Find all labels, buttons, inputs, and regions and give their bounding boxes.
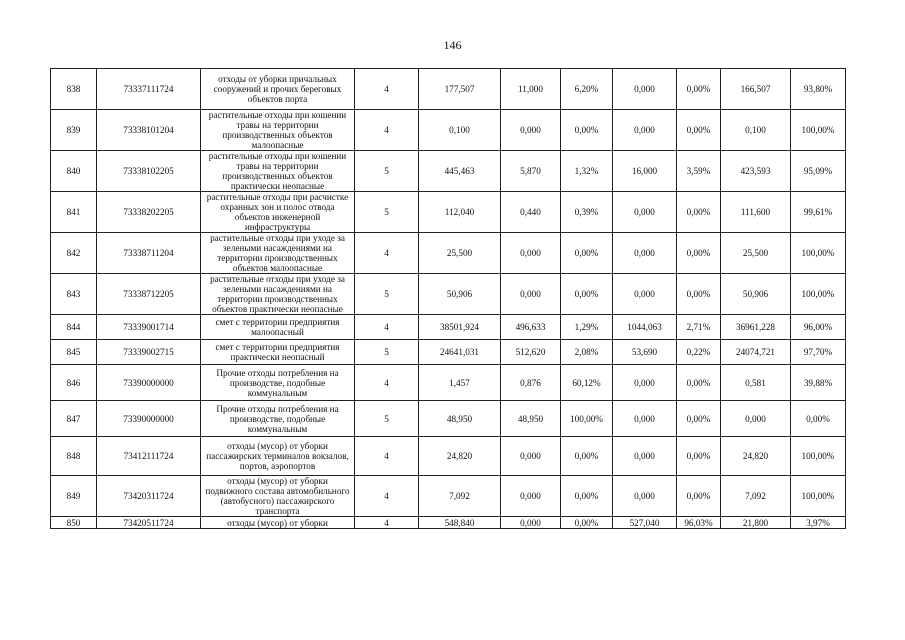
- hazard-class: 4: [355, 365, 419, 401]
- table-row: [51, 476, 846, 517]
- waste-code: 73420311724: [97, 476, 201, 517]
- percent-col-4: 100,00%: [791, 476, 846, 517]
- amount-col-2: 48,950: [501, 401, 561, 437]
- percent-col-4: 3,97%: [791, 517, 846, 529]
- amount-col-2: 0,000: [501, 517, 561, 529]
- percent-col-2: 100,00%: [561, 401, 613, 437]
- total-amount: 38501,924: [419, 315, 501, 340]
- waste-code: 73337111724: [97, 69, 201, 110]
- waste-code: 73390000000: [97, 365, 201, 401]
- percent-col-3: 0,00%: [677, 233, 721, 274]
- amount-col-4: 166,507: [721, 69, 791, 110]
- waste-description: растительные отходы при уходе за зелеными насаждениями на территории производственных объектов малоопасные: [201, 233, 355, 274]
- amount-col-4: 7,092: [721, 476, 791, 517]
- hazard-class: 4: [355, 315, 419, 340]
- table-row: [51, 233, 846, 274]
- amount-col-3: 0,000: [613, 274, 677, 315]
- hazard-class: 4: [355, 437, 419, 476]
- total-amount: 0,100: [419, 110, 501, 151]
- amount-col-3: 0,000: [613, 437, 677, 476]
- total-amount: 48,950: [419, 401, 501, 437]
- table-row: [51, 274, 846, 315]
- hazard-class: 4: [355, 517, 419, 529]
- percent-col-4: 100,00%: [791, 233, 846, 274]
- waste-description: отходы от уборки причальных сооружений и прочих береговых объектов порта: [201, 69, 355, 110]
- amount-col-2: 0,000: [501, 437, 561, 476]
- waste-description: растительные отходы при расчистке охранных зон и полос отвода объектов инженерной инфраструктуры: [201, 192, 355, 233]
- amount-col-4: 423,593: [721, 151, 791, 192]
- table-row: [51, 517, 846, 529]
- percent-col-4: 96,00%: [791, 315, 846, 340]
- amount-col-4: 24074,721: [721, 340, 791, 365]
- row-number: 841: [51, 192, 97, 233]
- table-body: [51, 69, 846, 529]
- waste-description: отходы (мусор) от уборки: [201, 517, 355, 529]
- percent-col-2: 0,00%: [561, 517, 613, 529]
- waste-code: 73338202205: [97, 192, 201, 233]
- table-row: [51, 192, 846, 233]
- hazard-class: 5: [355, 192, 419, 233]
- total-amount: 24641,031: [419, 340, 501, 365]
- total-amount: 1,457: [419, 365, 501, 401]
- row-number: 850: [51, 517, 97, 529]
- percent-col-3: 0,00%: [677, 69, 721, 110]
- waste-code: 73339001714: [97, 315, 201, 340]
- hazard-class: 5: [355, 151, 419, 192]
- percent-col-4: 97,70%: [791, 340, 846, 365]
- row-number: 840: [51, 151, 97, 192]
- percent-col-3: 0,00%: [677, 274, 721, 315]
- waste-code: 73338102205: [97, 151, 201, 192]
- waste-code: 73339002715: [97, 340, 201, 365]
- hazard-class: 5: [355, 274, 419, 315]
- percent-col-3: 2,71%: [677, 315, 721, 340]
- percent-col-2: 60,12%: [561, 365, 613, 401]
- table-row: [51, 110, 846, 151]
- amount-col-4: 0,581: [721, 365, 791, 401]
- waste-description: растительные отходы при уходе за зелеными насаждениями на территории производственных объектов практически неопасные: [201, 274, 355, 315]
- row-number: 847: [51, 401, 97, 437]
- amount-col-3: 0,000: [613, 365, 677, 401]
- percent-col-3: 3,59%: [677, 151, 721, 192]
- amount-col-4: 0,100: [721, 110, 791, 151]
- amount-col-4: 36961,228: [721, 315, 791, 340]
- percent-col-3: 0,00%: [677, 437, 721, 476]
- percent-col-2: 2,08%: [561, 340, 613, 365]
- hazard-class: 5: [355, 340, 419, 365]
- hazard-class: 4: [355, 110, 419, 151]
- amount-col-2: 5,870: [501, 151, 561, 192]
- amount-col-2: 496,633: [501, 315, 561, 340]
- total-amount: 25,500: [419, 233, 501, 274]
- row-number: 849: [51, 476, 97, 517]
- table-row: [51, 340, 846, 365]
- amount-col-3: 0,000: [613, 69, 677, 110]
- percent-col-3: 0,00%: [677, 110, 721, 151]
- amount-col-3: 16,000: [613, 151, 677, 192]
- percent-col-2: 1,29%: [561, 315, 613, 340]
- amount-col-2: 11,000: [501, 69, 561, 110]
- waste-description: растительные отходы при кошении травы на территории производственных объектов малоопасные: [201, 110, 355, 151]
- percent-col-2: 0,00%: [561, 437, 613, 476]
- total-amount: 24,820: [419, 437, 501, 476]
- waste-description: смет с территории предприятия практически неопасный: [201, 340, 355, 365]
- amount-col-2: 512,620: [501, 340, 561, 365]
- percent-col-4: 100,00%: [791, 274, 846, 315]
- percent-col-4: 100,00%: [791, 110, 846, 151]
- percent-col-2: 1,32%: [561, 151, 613, 192]
- row-number: 843: [51, 274, 97, 315]
- amount-col-3: 53,690: [613, 340, 677, 365]
- hazard-class: 4: [355, 69, 419, 110]
- percent-col-2: 0,00%: [561, 476, 613, 517]
- percent-col-4: 0,00%: [791, 401, 846, 437]
- amount-col-4: 21,800: [721, 517, 791, 529]
- table-row: [51, 69, 846, 110]
- percent-col-4: 99,61%: [791, 192, 846, 233]
- waste-code: 73420511724: [97, 517, 201, 529]
- percent-col-4: 100,00%: [791, 437, 846, 476]
- row-number: 844: [51, 315, 97, 340]
- amount-col-4: 111,600: [721, 192, 791, 233]
- waste-description: отходы (мусор) от уборки пассажирских терминалов вокзалов, портов, аэропортов: [201, 437, 355, 476]
- page-number: 146: [443, 38, 462, 52]
- row-number: 846: [51, 365, 97, 401]
- amount-col-2: 0,000: [501, 476, 561, 517]
- percent-col-3: 0,22%: [677, 340, 721, 365]
- percent-col-2: 0,00%: [561, 233, 613, 274]
- table-row: [51, 437, 846, 476]
- waste-description: смет с территории предприятия малоопасный: [201, 315, 355, 340]
- amount-col-2: 0,000: [501, 233, 561, 274]
- hazard-class: 5: [355, 401, 419, 437]
- row-number: 838: [51, 69, 97, 110]
- amount-col-3: 0,000: [613, 192, 677, 233]
- waste-description: Прочие отходы потребления на производстве, подобные коммунальным: [201, 365, 355, 401]
- percent-col-4: 93,80%: [791, 69, 846, 110]
- amount-col-2: 0,000: [501, 274, 561, 315]
- percent-col-3: 0,00%: [677, 401, 721, 437]
- waste-code: 73338101204: [97, 110, 201, 151]
- total-amount: 548,840: [419, 517, 501, 529]
- percent-col-2: 0,39%: [561, 192, 613, 233]
- amount-col-3: 0,000: [613, 110, 677, 151]
- amount-col-3: 0,000: [613, 476, 677, 517]
- waste-table: [50, 68, 846, 529]
- row-number: 839: [51, 110, 97, 151]
- total-amount: 112,040: [419, 192, 501, 233]
- total-amount: 445,463: [419, 151, 501, 192]
- hazard-class: 4: [355, 233, 419, 274]
- amount-col-2: 0,000: [501, 110, 561, 151]
- waste-code: 73338712205: [97, 274, 201, 315]
- waste-code: 73412111724: [97, 437, 201, 476]
- amount-col-3: 527,040: [613, 517, 677, 529]
- amount-col-2: 0,440: [501, 192, 561, 233]
- row-number: 845: [51, 340, 97, 365]
- amount-col-3: 0,000: [613, 233, 677, 274]
- total-amount: 7,092: [419, 476, 501, 517]
- amount-col-4: 24,820: [721, 437, 791, 476]
- percent-col-3: 0,00%: [677, 192, 721, 233]
- waste-description: отходы (мусор) от уборки подвижного состава автомобильного (автобусного) пассажирского транспорта: [201, 476, 355, 517]
- amount-col-3: 1044,063: [613, 315, 677, 340]
- table-row: [51, 365, 846, 401]
- waste-code: 73338711204: [97, 233, 201, 274]
- amount-col-3: 0,000: [613, 401, 677, 437]
- percent-col-2: 6,20%: [561, 69, 613, 110]
- waste-code: 73390000000: [97, 401, 201, 437]
- table-row: [51, 401, 846, 437]
- amount-col-2: 0,876: [501, 365, 561, 401]
- hazard-class: 4: [355, 476, 419, 517]
- percent-col-3: 0,00%: [677, 365, 721, 401]
- table-row: [51, 151, 846, 192]
- total-amount: 50,906: [419, 274, 501, 315]
- row-number: 848: [51, 437, 97, 476]
- percent-col-4: 39,88%: [791, 365, 846, 401]
- percent-col-3: 0,00%: [677, 476, 721, 517]
- percent-col-2: 0,00%: [561, 274, 613, 315]
- waste-description: Прочие отходы потребления на производстве, подобные коммунальным: [201, 401, 355, 437]
- percent-col-4: 95,09%: [791, 151, 846, 192]
- amount-col-4: 50,906: [721, 274, 791, 315]
- row-number: 842: [51, 233, 97, 274]
- table-row: [51, 315, 846, 340]
- waste-description: растительные отходы при кошении травы на территории производственных объектов практически неопасные: [201, 151, 355, 192]
- percent-col-3: 96,03%: [677, 517, 721, 529]
- amount-col-4: 0,000: [721, 401, 791, 437]
- amount-col-4: 25,500: [721, 233, 791, 274]
- total-amount: 177,507: [419, 69, 501, 110]
- percent-col-2: 0,00%: [561, 110, 613, 151]
